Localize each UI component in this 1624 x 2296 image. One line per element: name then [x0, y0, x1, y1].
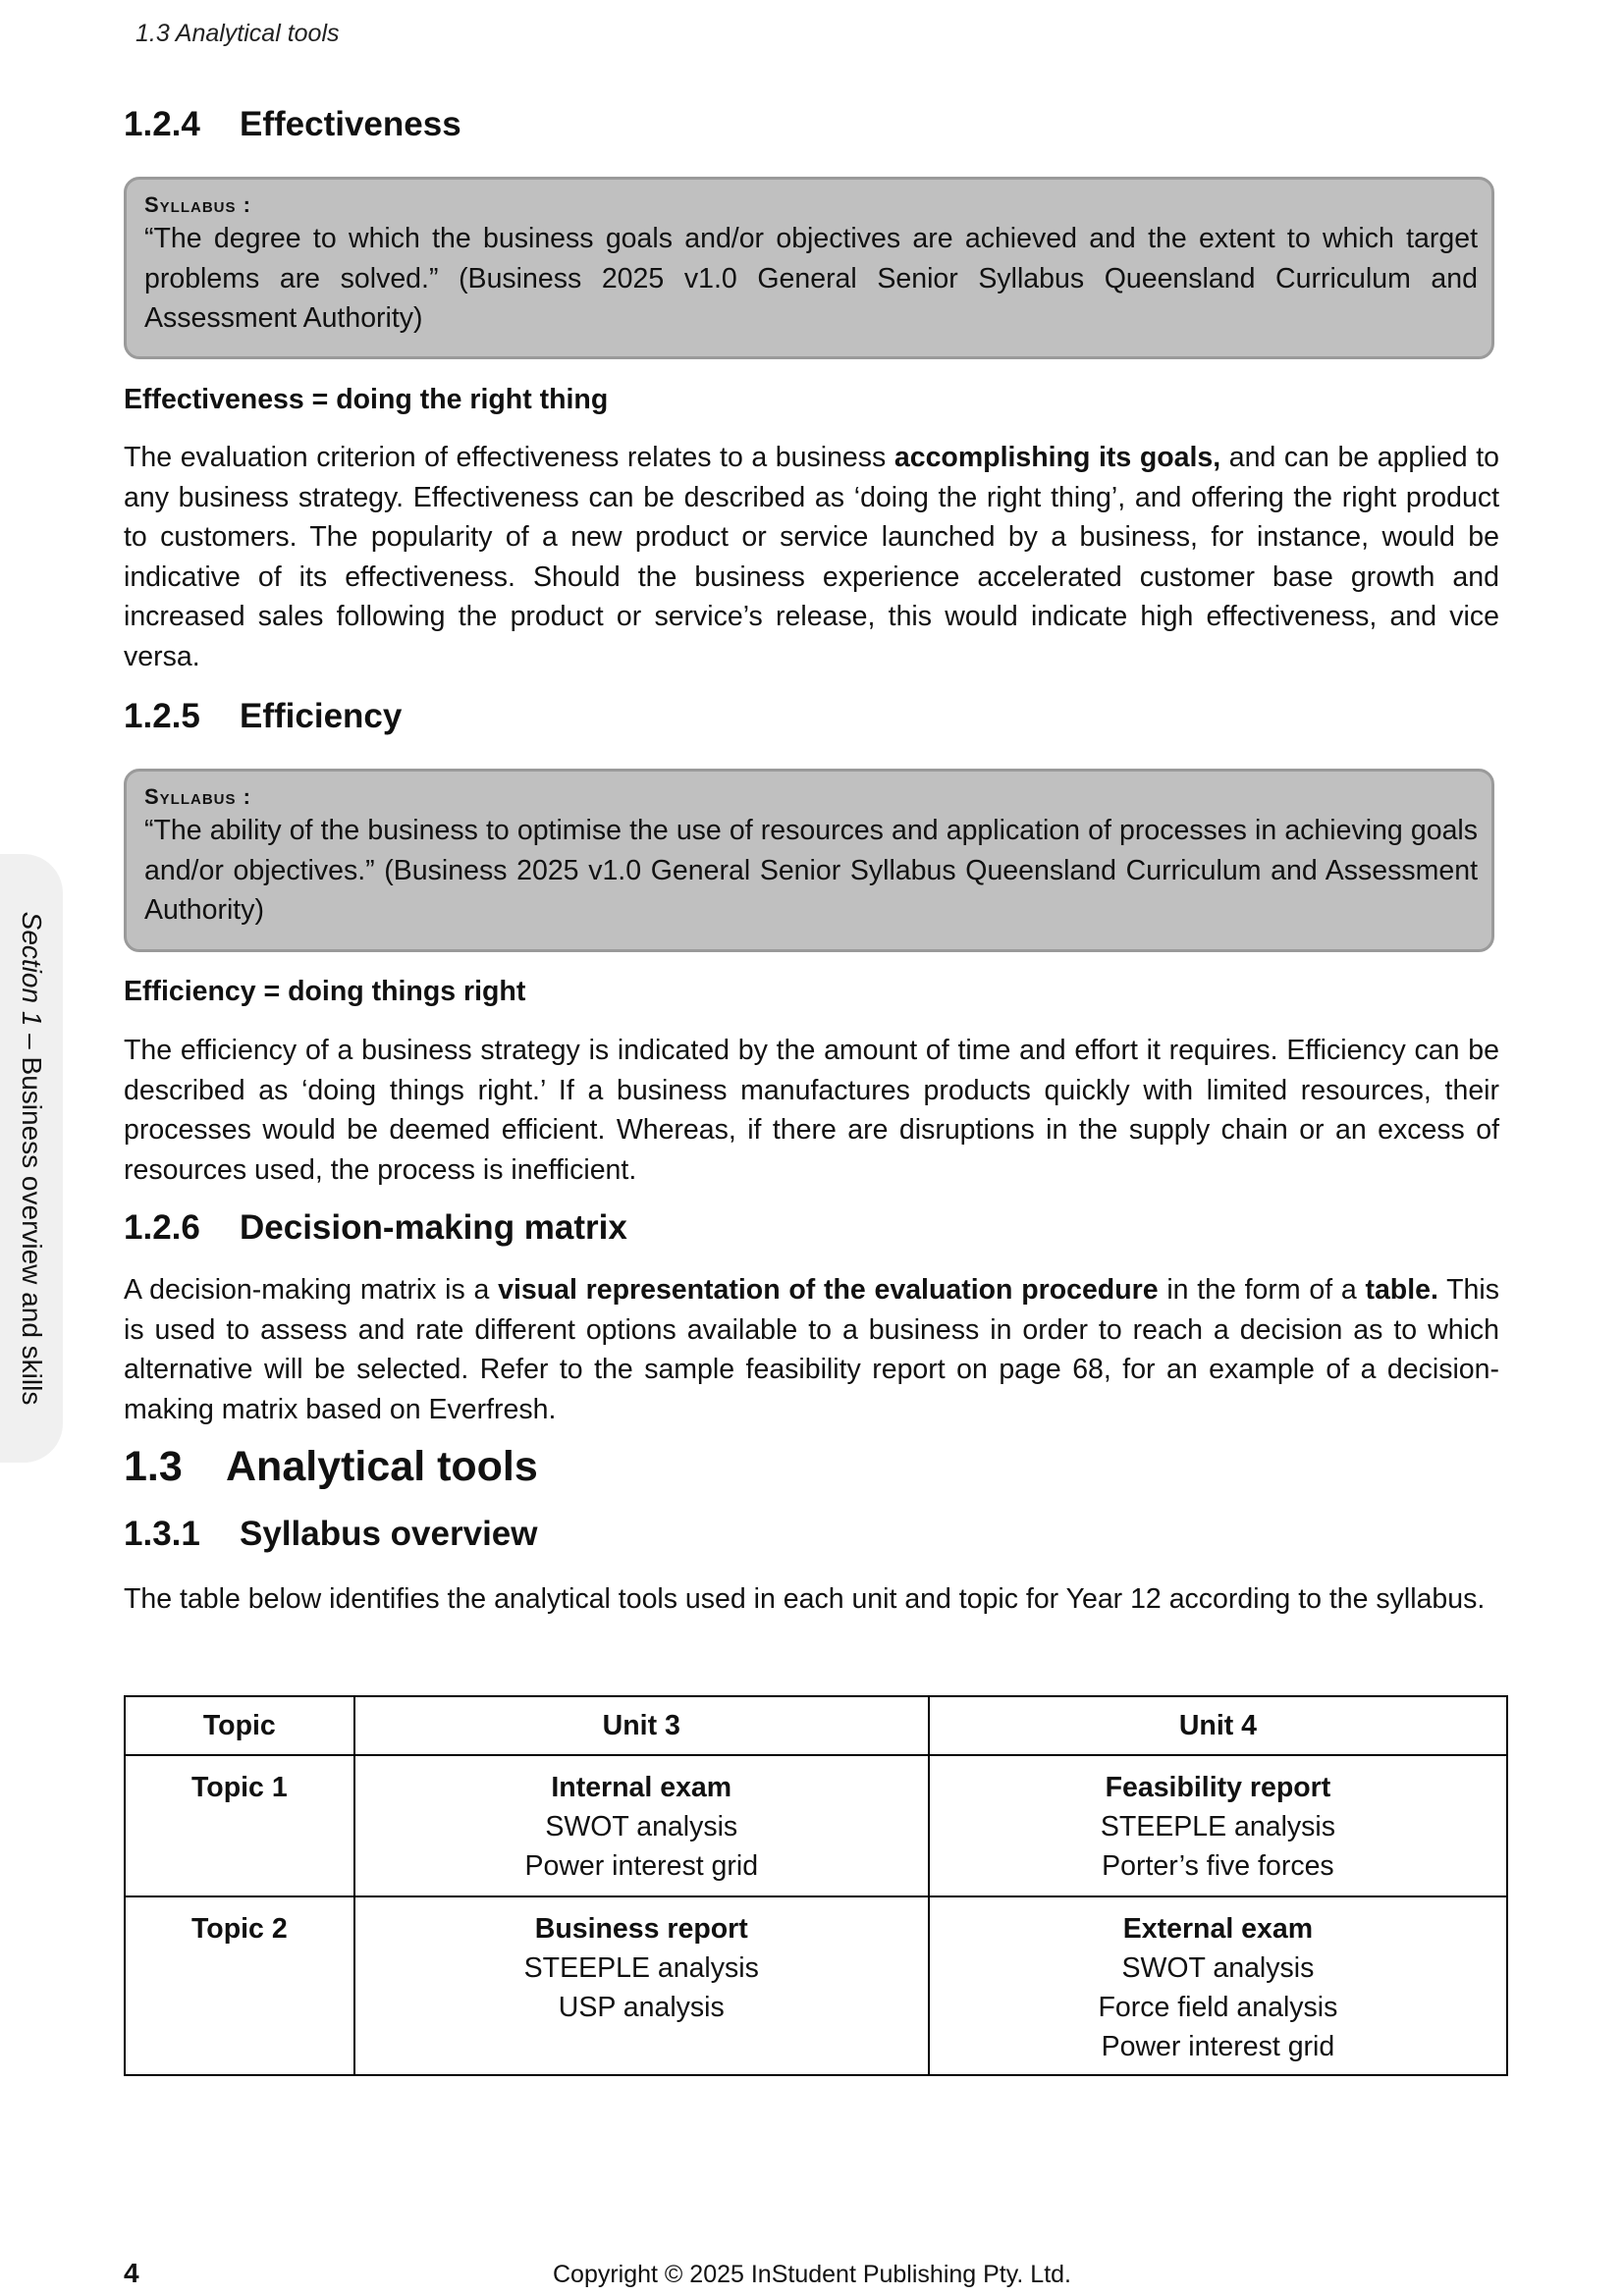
unit3-cell [354, 1755, 929, 1896]
syllabus-quote: “The ability of the business to optimise the use of resources and application of processes in achieving goals and/or objectives.” (Business 2025 v1.0 General Senior Syllabus Queensland Curriculum and Assessment Authority) [144, 815, 1478, 926]
topic-cell: Topic 1 [125, 1755, 354, 1896]
heading-number: 1.2.6 [124, 1208, 200, 1247]
text: and can be applied to any business strategy. Effectiveness can be described as ‘doing the right thing’, and offering the right product to customers. The popularity of a new product or service launched by a business, for instance, would be indicative of its effectiveness. Should the business experience accelerated customer base growth and increased sales following the product or service’s release, this would indicate high effectiveness, and vice versa. [124, 442, 1499, 672]
tool-item: Force field analysis [1098, 1992, 1338, 2023]
tool-item: Power interest grid [524, 1850, 759, 1882]
section-side-tab [0, 854, 63, 1463]
text: The evaluation criterion of effectiveness relates to a business [124, 442, 894, 473]
assessment-name: External exam [1122, 1913, 1314, 1945]
syllabus-label: Syllabus : [144, 784, 251, 809]
syllabus-quote: “The degree to which the business goals and/or objectives are achieved and the extent to which target problems are solved.” (Business 2025 v1.0 General Senior Syllabus Queensland Curriculum and Assessment Authority) [144, 223, 1478, 334]
heading-syllabus-overview [124, 1517, 537, 1551]
text: in the form of a [1158, 1274, 1366, 1306]
heading-title: Decision-making matrix [240, 1208, 627, 1247]
heading-title: Effectiveness [240, 105, 461, 143]
table-row [125, 1755, 1507, 1896]
side-tab-section: Section 1 [17, 911, 47, 1027]
heading-effectiveness [124, 107, 461, 141]
side-tab-title: – Business overview and skills [17, 1026, 47, 1406]
tool-item: SWOT analysis [1121, 1952, 1315, 1984]
unit4-cell [929, 1755, 1507, 1896]
heading-number: 1.2.5 [124, 697, 200, 735]
column-header-unit4: Unit 4 [929, 1696, 1507, 1755]
paragraph-effectiveness [124, 438, 1499, 676]
running-header: 1.3 Analytical tools [135, 20, 340, 47]
definition-effectiveness: Effectiveness = doing the right thing [124, 384, 609, 415]
definition-efficiency: Efficiency = doing things right [124, 976, 526, 1007]
table-row [125, 1896, 1507, 2075]
copyright-notice: Copyright © 2025 InStudent Publishing Pty. Ltd. [552, 2261, 1071, 2288]
heading-number: 1.3.1 [124, 1515, 200, 1553]
heading-number: 1.2.4 [124, 105, 200, 143]
heading-analytical-tools [124, 1443, 538, 1490]
section-side-tab-label [16, 912, 47, 1406]
tool-item: SWOT analysis [545, 1811, 738, 1842]
heading-efficiency [124, 699, 402, 733]
emphasis: visual representation of the evaluation procedure [498, 1274, 1159, 1306]
heading-number: 1.3 [124, 1443, 183, 1490]
text: A decision-making matrix is a [124, 1274, 499, 1306]
text: This is used to assess and rate different options available to a business in order to reach a decision as to which alternative will be selected. Refer to the sample feasibility report on page 68, for an example of a decision-making matrix based on Everfresh. [124, 1274, 1499, 1425]
analytical-tools-table [124, 1695, 1508, 2076]
heading-title: Analytical tools [226, 1443, 538, 1490]
heading-decision-matrix [124, 1210, 627, 1245]
paragraph-efficiency: The efficiency of a business strategy is indicated by the amount of time and effort it requires. Efficiency can be described as ‘doing things right.’ If a business manufactures products quickly with limited resources, their processes would be deemed efficient. Whereas, if there are disruptions in the supply chain or an excess of resources used, the process is inefficient. [124, 1035, 1499, 1186]
syllabus-box-effectiveness [124, 177, 1494, 359]
syllabus-label: Syllabus : [144, 192, 251, 217]
heading-title: Syllabus overview [240, 1515, 538, 1553]
syllabus-box-efficiency [124, 769, 1494, 952]
column-header-topic: Topic [125, 1696, 354, 1755]
unit3-cell [354, 1896, 929, 2075]
emphasis: accomplishing its goals, [893, 442, 1221, 473]
table-header-row [125, 1696, 1507, 1755]
topic-cell: Topic 2 [125, 1896, 354, 2075]
assessment-name: Business report [534, 1913, 748, 1945]
emphasis: table. [1365, 1274, 1438, 1306]
paragraph-syllabus-overview: The table below identifies the analytical tools used in each unit and topic for Year 12 according to the syllabus. [124, 1583, 1486, 1615]
assessment-name: Internal exam [551, 1772, 732, 1803]
tool-item: USP analysis [558, 1992, 725, 2023]
heading-title: Efficiency [240, 697, 403, 735]
tool-item: STEEPLE analysis [1100, 1811, 1336, 1842]
page-number: 4 [124, 2258, 139, 2288]
column-header-unit3: Unit 3 [354, 1696, 929, 1755]
assessment-name: Feasibility report [1105, 1772, 1331, 1803]
tool-item: STEEPLE analysis [523, 1952, 759, 1984]
unit4-cell [929, 1896, 1507, 2075]
paragraph-decision-matrix [124, 1270, 1499, 1429]
tool-item: Porter’s five forces [1102, 1850, 1334, 1882]
tool-item: Power interest grid [1101, 2031, 1335, 2062]
